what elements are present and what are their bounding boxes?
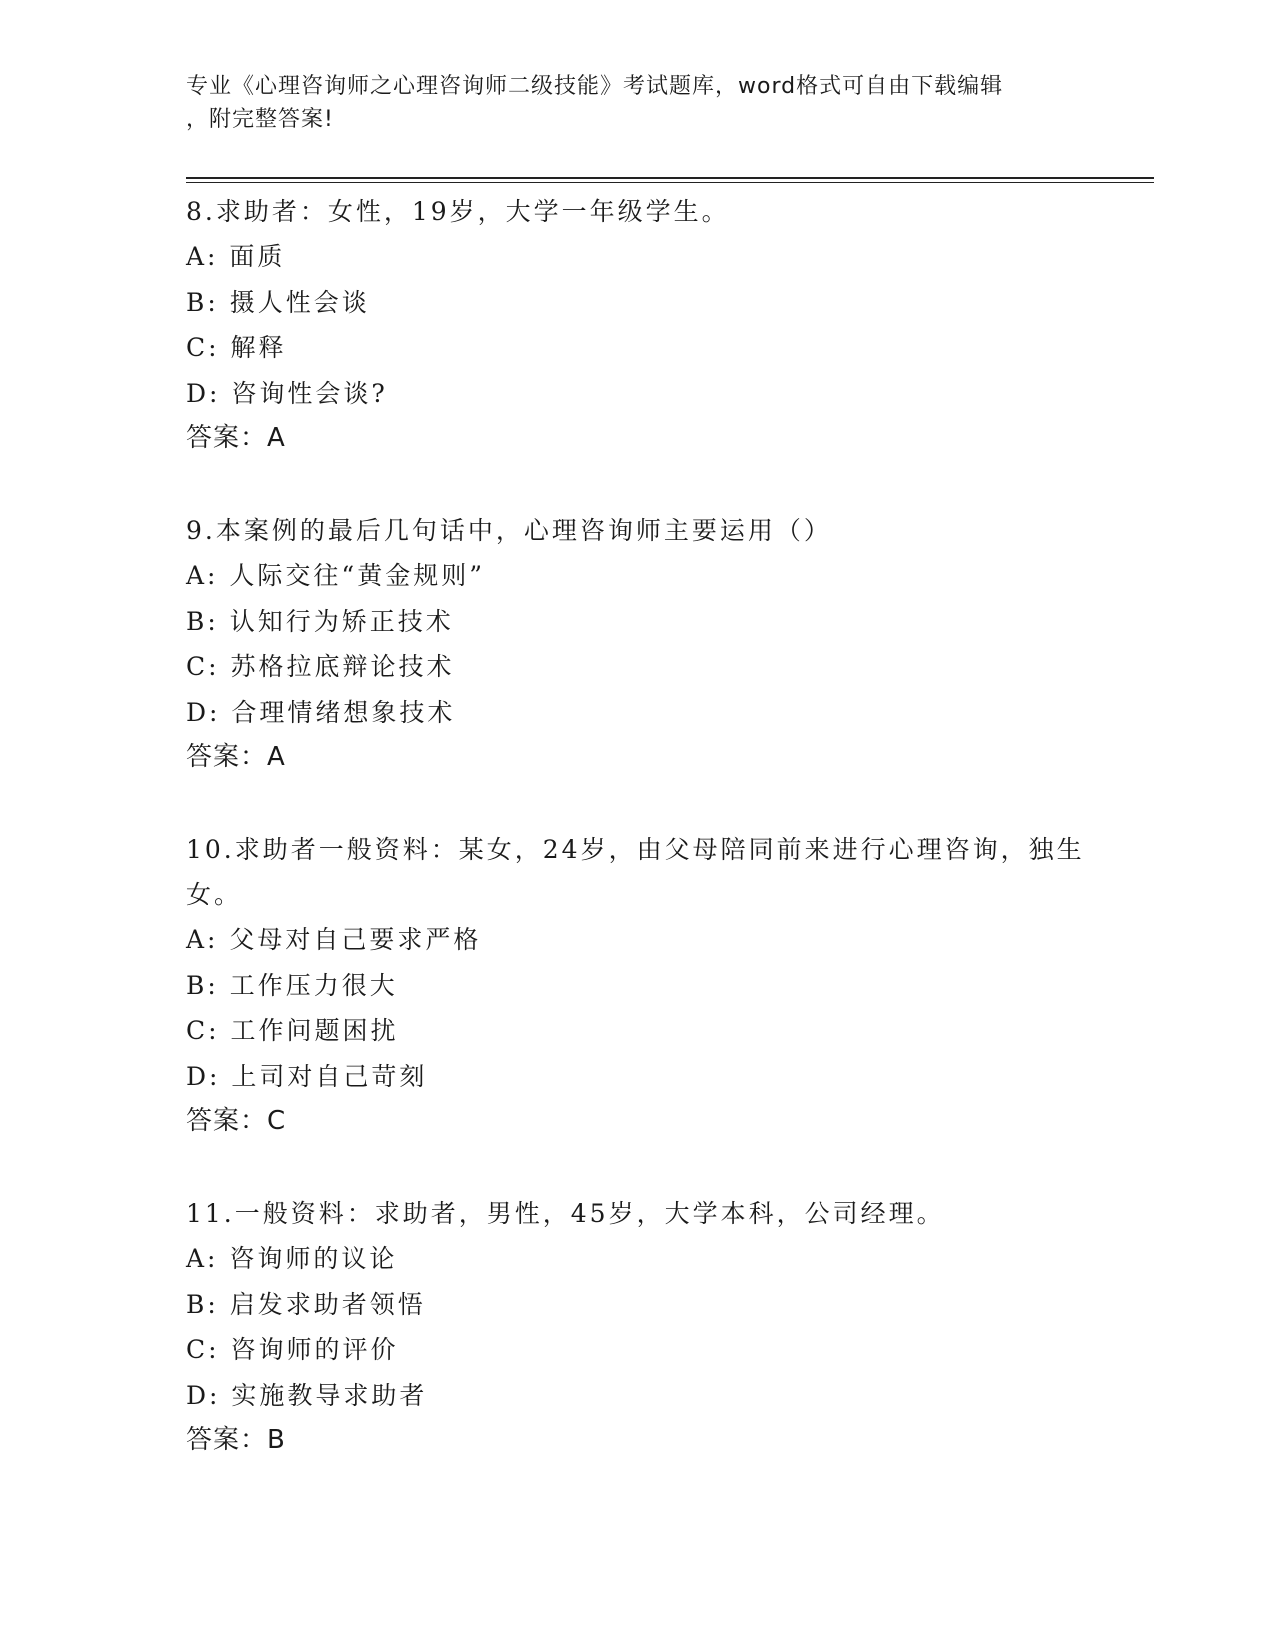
question-stem: 11.一般资料：求助者，男性，45岁，大学本科，公司经理。 — [186, 1199, 945, 1228]
option-b: B: 摄人性会谈 — [186, 287, 370, 317]
option-a: A: 人际交往“黄金规则” — [186, 561, 485, 590]
header-title-line-2: ，附完整答案! — [186, 107, 334, 132]
question-8 — [186, 189, 1086, 461]
option-b: B: 启发求助者领悟 — [186, 1289, 426, 1319]
option-c: C: 咨询师的评价 — [186, 1335, 399, 1364]
answer: 答案：A — [186, 742, 286, 772]
answer: 答案：B — [186, 1425, 286, 1455]
option-a: A: 父母对自己要求严格 — [186, 925, 482, 954]
header-divider-thin — [186, 182, 1154, 183]
option-d: D: 合理情绪想象技术 — [186, 697, 456, 727]
question-stem: 10.求助者一般资料：某女，24岁，由父母陪同前来进行心理咨询，独生女。 — [186, 835, 1085, 909]
header-divider-thick — [186, 177, 1154, 179]
option-c: C: 工作问题困扰 — [186, 1016, 399, 1045]
option-a: A: 面质 — [186, 242, 286, 271]
question-11 — [186, 1191, 1086, 1463]
answer: 答案：A — [186, 423, 286, 453]
question-stem: 9.本案例的最后几句话中，心理咨询师主要运用（） — [186, 516, 832, 545]
header-title-line-1: 专业《心理咨询师之心理咨询师二级技能》考试题库，word格式可自由下载编辑 — [186, 74, 1004, 99]
question-10 — [186, 827, 1086, 1144]
option-b: B: 认知行为矫正技术 — [186, 606, 454, 636]
option-d: D: 实施教导求助者 — [186, 1380, 428, 1410]
answer: 答案：C — [186, 1106, 287, 1136]
document-header — [186, 70, 1086, 136]
option-c: C: 苏格拉底辩论技术 — [186, 652, 455, 681]
option-b: B: 工作压力很大 — [186, 970, 398, 1000]
option-d: D: 咨询性会谈? — [186, 378, 388, 408]
option-d: D: 上司对自己苛刻 — [186, 1061, 428, 1091]
option-a: A: 咨询师的议论 — [186, 1244, 398, 1273]
question-9 — [186, 508, 1086, 780]
option-c: C: 解释 — [186, 333, 287, 362]
question-stem: 8.求助者：女性，19岁，大学一年级学生。 — [186, 197, 730, 226]
